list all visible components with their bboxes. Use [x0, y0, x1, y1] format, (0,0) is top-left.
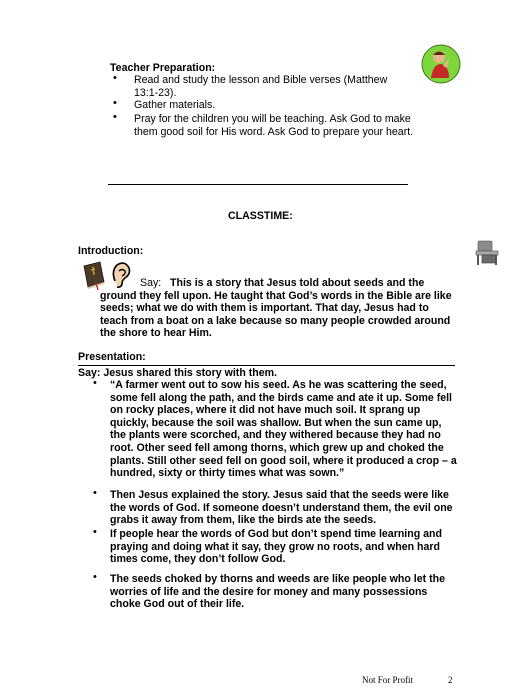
bullet: •: [93, 377, 97, 389]
teacher-prep-item-3: Pray for the children you will be teaching. Ask God to make them good soil for His word. Ask God to prepare your heart.: [134, 113, 414, 138]
classtime-heading: CLASSTIME:: [228, 210, 293, 222]
bullet: •: [93, 571, 97, 583]
introduction-text: This is a story that Jesus told about seeds and the ground they fell upon. He taught that God’s words in the Bible are like seeds; what we do with them is important. That day, Jesus had to teach from a boat on a lake because so many people crowded around the shore to hear Him.: [100, 277, 452, 340]
bullet: •: [113, 111, 117, 123]
presentation-heading: Presentation:: [78, 351, 146, 363]
bullet: •: [113, 72, 117, 84]
presentation-intro: Say: Jesus shared this story with them.: [78, 367, 277, 379]
bullet: •: [93, 526, 97, 538]
page-number: 2: [448, 675, 453, 685]
school-desk-icon: [474, 239, 502, 267]
teacher-prep-heading: Teacher Preparation:: [110, 62, 216, 74]
section-divider: [108, 184, 408, 185]
presentation-item-4: The seeds choked by thorns and weeds are like people who let the worries of life and the desire for money and many possessions choke God out of their life.: [110, 573, 445, 611]
introduction-heading: Introduction:: [78, 245, 144, 257]
introduction-say-label: Say:: [140, 277, 162, 289]
teacher-prep-item-1: Read and study the lesson and Bible verses (Matthew 13:1-23).: [134, 74, 388, 99]
presentation-item-2: Then Jesus explained the story. Jesus said that the seeds were like the words of God. If someone doesn’t understand them, the evil one grabs it away from them, like the birds ate the seeds.: [110, 489, 453, 527]
bullet: •: [93, 487, 97, 499]
bullet: •: [113, 97, 117, 109]
presentation-item-1: “A farmer went out to sow his seed. As he was scattering the seed, some fell along the path, and the birds came and ate it up. Some fell on rocky places, where it did not have much soil. It sprang up quickly, because the soil was shallow. But when the sun came up, the plants were scorched, and they withered because they had no root. Other seed fell among thorns, which grew up and choked the plants. Still other seed fell on good soil, where it produced a crop – a hundred, sixty or thirty times what was sown.”: [110, 379, 457, 480]
footer-label: Not For Profit: [362, 675, 414, 685]
teacher-prep-item-2: Gather materials.: [134, 99, 216, 111]
praying-person-icon: [421, 44, 461, 84]
presentation-rule: [78, 365, 455, 366]
presentation-item-3: If people hear the words of God but don’t spend time learning and praying and doing what it say, they grow no roots, and when hard times come, they don’t follow God.: [110, 528, 442, 566]
